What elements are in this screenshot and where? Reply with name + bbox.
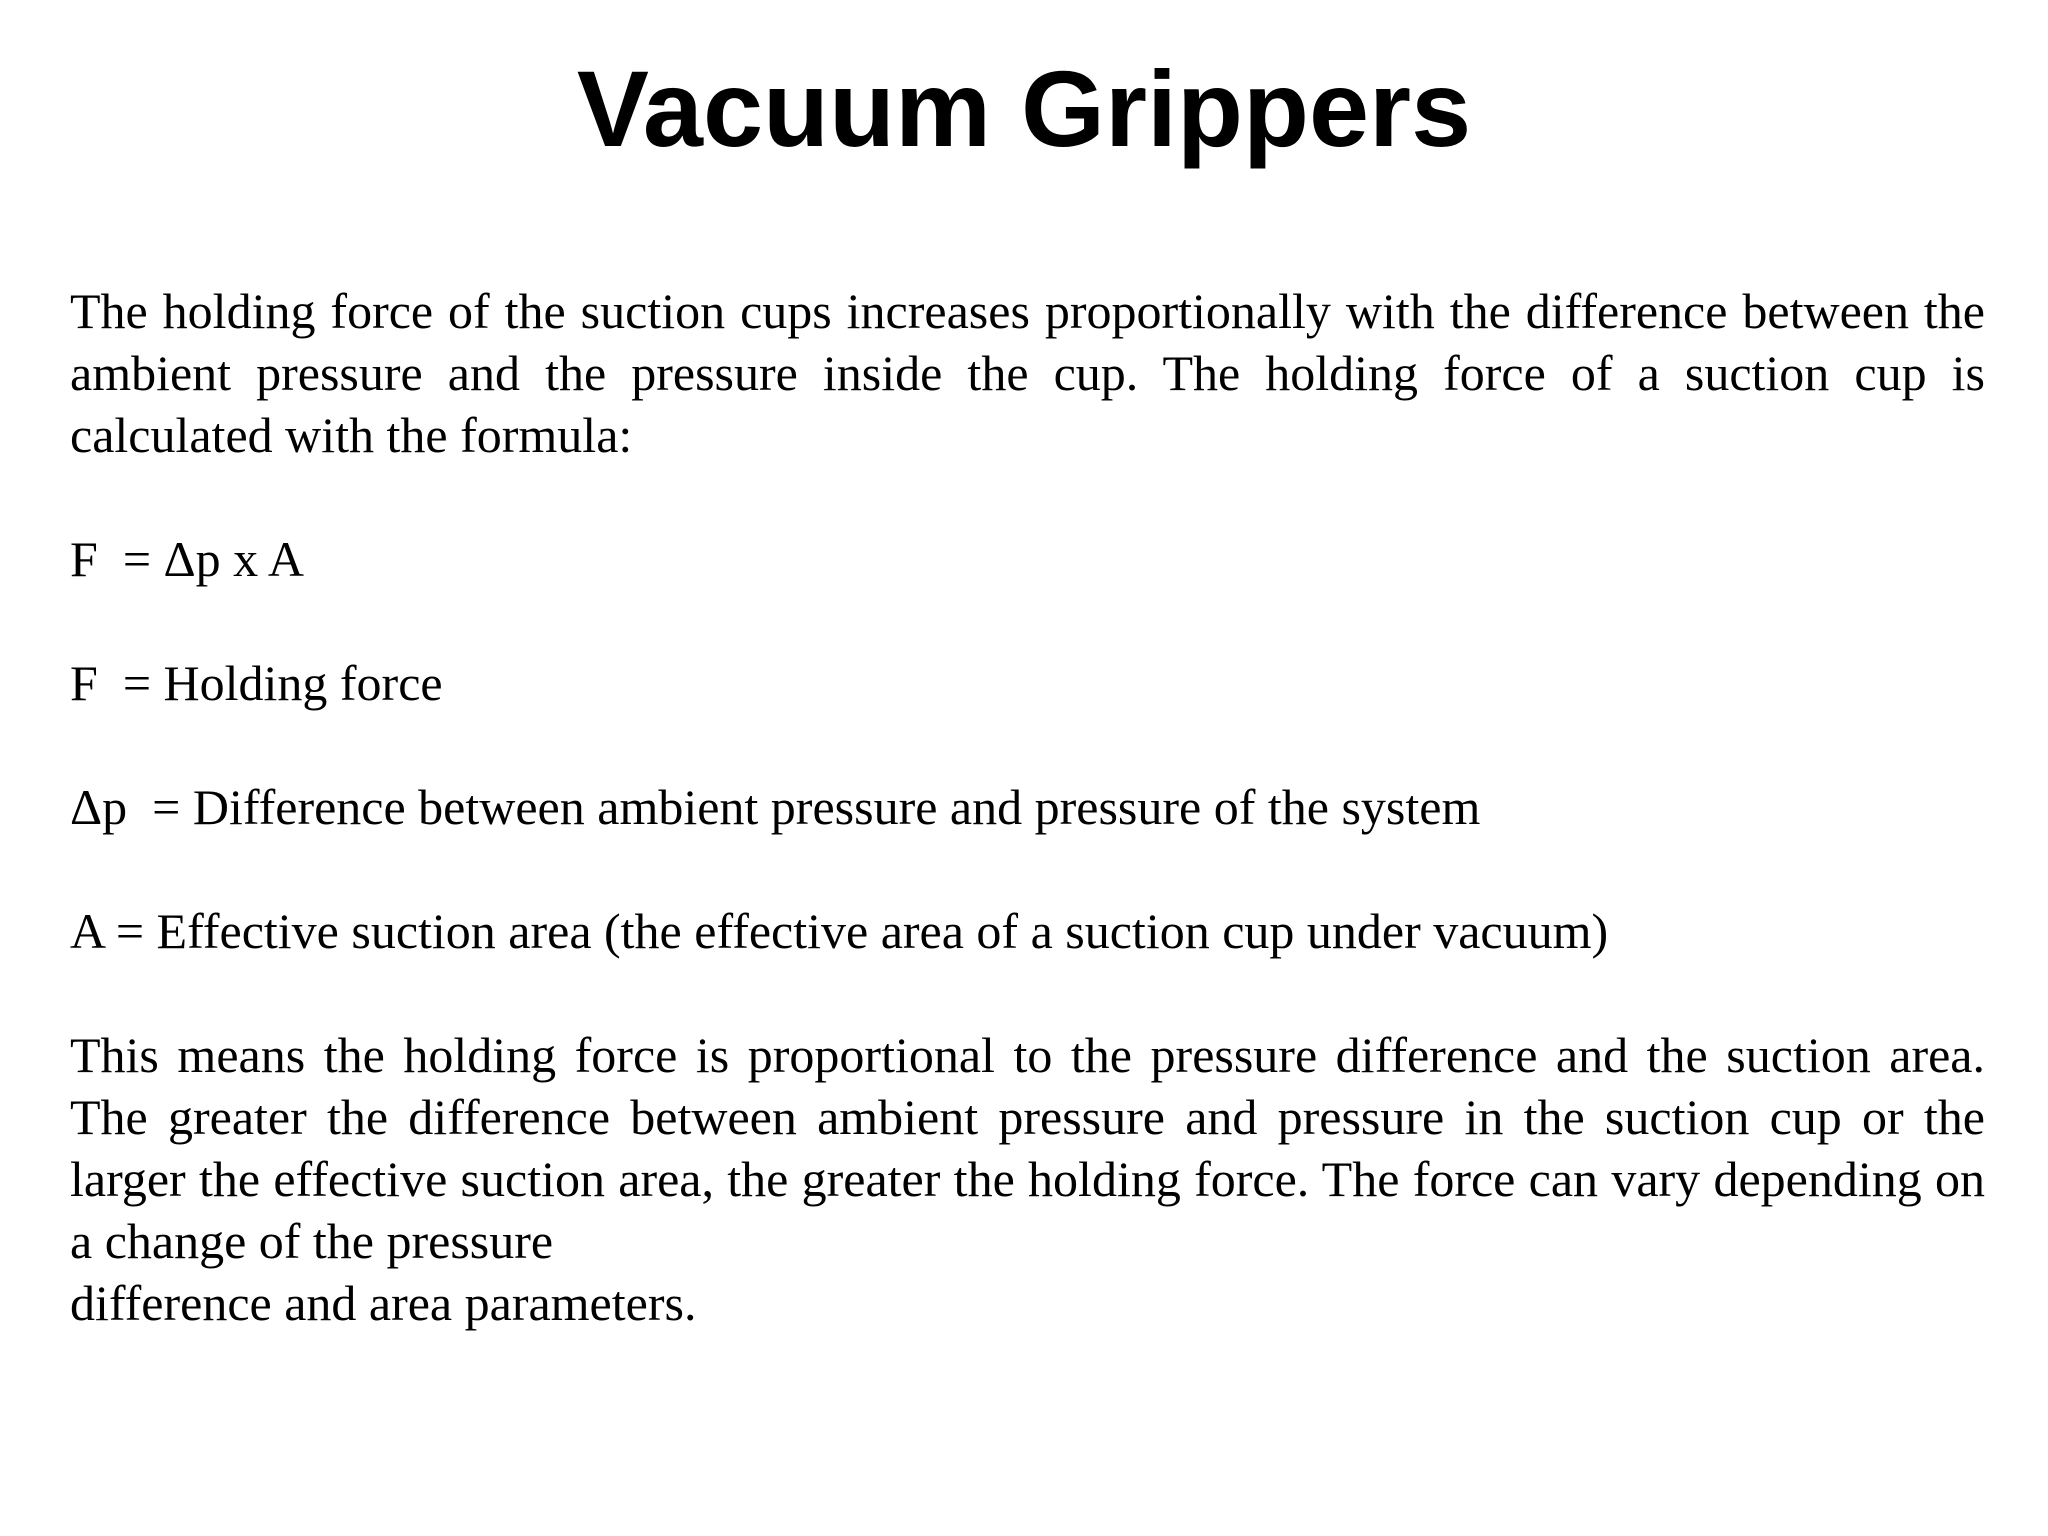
spacer	[70, 962, 1985, 1024]
conclusion-paragraph: This means the holding force is proportional to the pressure difference and the suction area. The greater the difference between ambient pressure and pressure in the suction cup or the larger the effective suction area, the greater the holding force. The force can vary depending on a change of the pressure	[70, 1027, 1985, 1269]
formula-rhs: = Δp x A	[122, 531, 305, 587]
formula-lhs: F	[70, 531, 98, 587]
definition-text: = Effective suction area (the effective area of a suction cup under vacuum)	[115, 903, 1609, 959]
definition-symbol: F	[70, 655, 98, 711]
definition-text: = Difference between ambient pressure and pressure of the system	[152, 779, 1481, 835]
formula-line	[70, 528, 1985, 590]
spacer	[70, 466, 1985, 528]
definition-force	[70, 652, 1985, 714]
intro-paragraph: The holding force of the suction cups increases proportionally with the difference between the ambient pressure and the pressure inside the cup. The holding force of a suction cup is calculated with the formula:	[70, 283, 1985, 463]
definition-pressure-difference	[70, 776, 1985, 838]
spacer	[70, 590, 1985, 652]
slide-title: Vacuum Grippers	[576, 48, 1472, 169]
spacer	[70, 838, 1985, 900]
definition-symbol: A	[70, 903, 104, 959]
definition-text: = Holding force	[122, 655, 443, 711]
definition-symbol: Δp	[70, 779, 128, 835]
slide-body	[70, 280, 1985, 1334]
definition-area	[70, 900, 1985, 962]
spacer	[70, 714, 1985, 776]
conclusion-last-line: difference and area parameters.	[70, 1275, 697, 1331]
